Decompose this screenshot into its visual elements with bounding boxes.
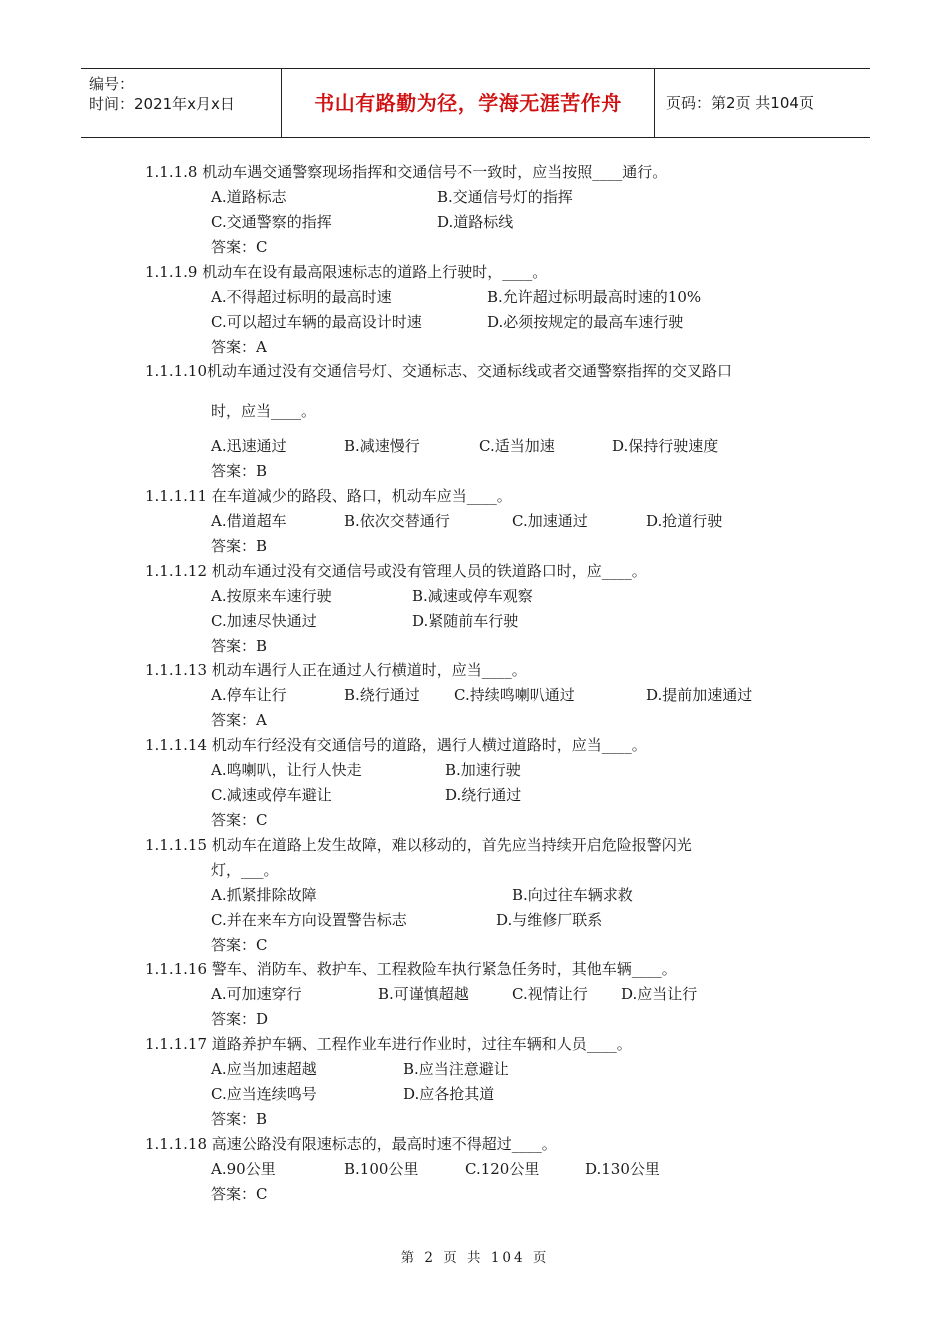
option: D.道路标线 bbox=[437, 213, 514, 231]
option: D.应各抢其道 bbox=[403, 1085, 495, 1103]
question-text: 1.1.1.9 机动车在设有最高限速标志的道路上行驶时，____。 bbox=[145, 263, 548, 281]
option: D.应当让行 bbox=[621, 985, 698, 1003]
answer: 答案：D bbox=[211, 1010, 269, 1028]
option: B.应当注意避让 bbox=[403, 1060, 509, 1078]
option: B.向过往车辆求救 bbox=[512, 886, 633, 904]
option: A.迅速通过 bbox=[211, 437, 287, 455]
option: D.必须按规定的最高车速行驶 bbox=[487, 313, 684, 331]
header-motto: 书山有路勤为径，学海无涯苦作舟 bbox=[314, 91, 622, 115]
question-text: 1.1.1.12 机动车通过没有交通信号或没有管理人员的铁道路口时，应____。 bbox=[145, 562, 647, 580]
question-text: 1.1.1.10机动车通过没有交通信号灯、交通标志、交通标线或者交通警察指挥的交叉路口 bbox=[145, 362, 733, 380]
option: A.90公里 bbox=[211, 1160, 276, 1178]
option: B.加速行驶 bbox=[445, 761, 521, 779]
option: A.按原来车速行驶 bbox=[211, 587, 332, 605]
answer: 答案：B bbox=[211, 462, 268, 480]
page-header bbox=[81, 68, 870, 138]
option: B.依次交替通行 bbox=[344, 512, 450, 530]
page-footer: 第 2 页 共 104 页 bbox=[400, 1250, 550, 1266]
option: A.可加速穿行 bbox=[211, 985, 302, 1003]
option: C.加速尽快通过 bbox=[211, 612, 317, 630]
option: C.交通警察的指挥 bbox=[211, 213, 332, 231]
question-text: 1.1.1.18 高速公路没有限速标志的，最高时速不得超过____。 bbox=[145, 1135, 557, 1153]
question-text: 1.1.1.14 机动车行经没有交通信号的道路，遇行人横过道路时，应当____。 bbox=[145, 736, 647, 754]
question-text: 1.1.1.13 机动车遇行人正在通过人行横道时，应当____。 bbox=[145, 661, 527, 679]
answer: 答案：C bbox=[211, 936, 268, 954]
option: B.允许超过标明最高时速的10% bbox=[487, 288, 702, 306]
question-text: 1.1.1.17 道路养护车辆、工程作业车进行作业时，过往车辆和人员____。 bbox=[145, 1035, 632, 1053]
option: C.可以超过车辆的最高设计时速 bbox=[211, 313, 422, 331]
answer: 答案：B bbox=[211, 637, 268, 655]
option: A.鸣喇叭，让行人快走 bbox=[211, 761, 362, 779]
question-text: 1.1.1.8 机动车遇交通警察现场指挥和交通信号不一致时，应当按照____通行。 bbox=[145, 163, 668, 181]
option: C.并在来车方向设置警告标志 bbox=[211, 911, 407, 929]
option: D.提前加速通过 bbox=[646, 686, 753, 704]
option: B.100公里 bbox=[344, 1160, 419, 1178]
option: B.减速或停车观察 bbox=[412, 587, 533, 605]
option: C.减速或停车避让 bbox=[211, 786, 332, 804]
header-page-info: 页码：第2页 共104页 bbox=[666, 94, 814, 112]
question-text-cont: 时，应当____。 bbox=[211, 402, 317, 420]
option: B.绕行通过 bbox=[344, 686, 420, 704]
option: A.不得超过标明的最高时速 bbox=[211, 288, 392, 306]
option: C.视情让行 bbox=[512, 985, 588, 1003]
option: B.可谨慎超越 bbox=[378, 985, 469, 1003]
option: C.应当连续鸣号 bbox=[211, 1085, 317, 1103]
option: A.停车让行 bbox=[211, 686, 287, 704]
question-text-cont: 灯，___。 bbox=[211, 861, 279, 879]
question-text: 1.1.1.15 机动车在道路上发生故障，难以移动的，首先应当持续开启危险报警闪光 bbox=[145, 836, 692, 854]
answer: 答案：A bbox=[211, 711, 267, 729]
code-label: 编号： bbox=[89, 75, 135, 93]
answer: 答案：C bbox=[211, 238, 268, 256]
option: C.持续鸣喇叭通过 bbox=[454, 686, 575, 704]
option: C.120公里 bbox=[465, 1160, 540, 1178]
option: C.加速通过 bbox=[512, 512, 588, 530]
option: D.绕行通过 bbox=[445, 786, 522, 804]
answer: 答案：A bbox=[211, 338, 267, 356]
option: D.保持行驶速度 bbox=[612, 437, 719, 455]
option: A.借道超车 bbox=[211, 512, 287, 530]
question-text: 1.1.1.11 在车道减少的路段、路口，机动车应当____。 bbox=[145, 487, 512, 505]
answer: 答案：B bbox=[211, 537, 268, 555]
option: D.紧随前车行驶 bbox=[412, 612, 519, 630]
header-divider bbox=[654, 69, 655, 137]
option: A.道路标志 bbox=[211, 188, 287, 206]
header-meta bbox=[81, 69, 281, 137]
time-label: 时间：2021年x月x日 bbox=[89, 95, 235, 113]
option: B.减速慢行 bbox=[344, 437, 420, 455]
answer: 答案：B bbox=[211, 1110, 268, 1128]
answer: 答案：C bbox=[211, 811, 268, 829]
option: C.适当加速 bbox=[479, 437, 555, 455]
answer: 答案：C bbox=[211, 1185, 268, 1203]
option: D.抢道行驶 bbox=[646, 512, 723, 530]
question-text: 1.1.1.16 警车、消防车、救护车、工程救险车执行紧急任务时，其他车辆____。 bbox=[145, 960, 677, 978]
option: D.130公里 bbox=[585, 1160, 660, 1178]
option: D.与维修厂联系 bbox=[496, 911, 603, 929]
option: A.抓紧排除故障 bbox=[211, 886, 317, 904]
option: A.应当加速超越 bbox=[211, 1060, 317, 1078]
option: B.交通信号灯的指挥 bbox=[437, 188, 573, 206]
